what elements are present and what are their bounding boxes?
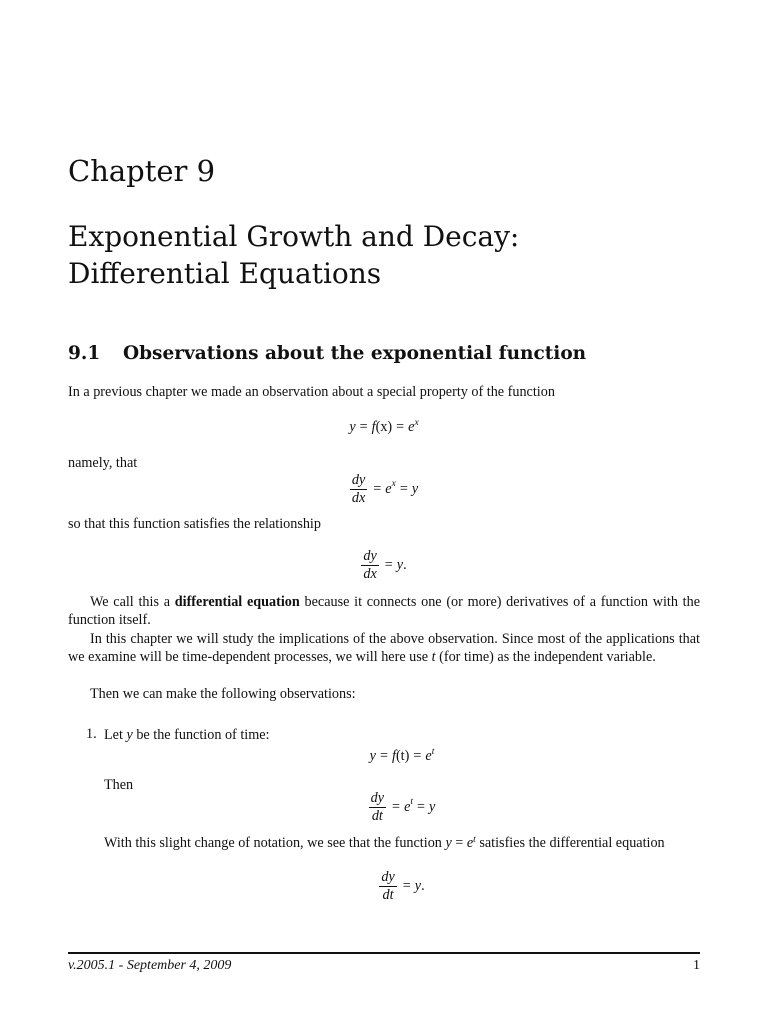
section-number: 9.1	[68, 343, 101, 364]
eq2-numerator: dy	[351, 472, 366, 488]
footer-rule	[68, 952, 700, 954]
eq2-exponent: x	[391, 478, 396, 489]
chapter-title-line-1: Exponential Growth and Decay:	[68, 220, 520, 253]
equation-differential-t: $\frac{dy}{dt}$ = y .	[381, 869, 425, 903]
eq6-fraction: $\frac{dy}{dt}$	[381, 869, 395, 903]
notation-paragraph: With this slight change of notation, we see that the function $y = e^t$ satisfies the differential equation	[104, 835, 665, 851]
eq1-argument: (x)	[375, 419, 393, 435]
eq1-function: f	[371, 419, 376, 435]
eq3-rhs: y	[396, 557, 404, 573]
eq1-exponent: x	[414, 418, 419, 428]
so-that-text: so that this function satisfies the relationship	[68, 516, 321, 532]
list-item-text: Let y be the function of time:	[104, 727, 270, 743]
intro-paragraph: In a previous chapter we made an observation about a special property of the function	[68, 384, 555, 400]
eq1-base: e	[408, 419, 415, 435]
section-heading	[68, 343, 586, 364]
equation-derivative-t: $\frac{dy}{dt}$ = e t = y	[370, 790, 436, 824]
namely-text: namely, that	[68, 455, 138, 471]
variable-t: t	[431, 649, 436, 665]
eq2-rhs: y	[411, 481, 419, 497]
section-title: Observations about the exponential function	[123, 343, 587, 364]
eq2-fraction	[350, 472, 367, 507]
eq1-lhs: y	[349, 419, 356, 435]
paragraph-differential-equation: We call this a differential equation because it connects one (or more) derivatives of a function with the function itself.	[68, 594, 701, 628]
equation-relationship: $\frac{dy}{dx}$ = y .	[363, 548, 407, 582]
chapter-title	[68, 218, 728, 292]
chapter-title-line-2: Differential Equations	[68, 257, 382, 290]
page-number: 1	[693, 958, 700, 973]
paragraph-observations: Then we can make the following observations:	[90, 686, 356, 702]
eq5-fraction: $\frac{dy}{dt}$	[370, 790, 385, 824]
eq2-base: e	[385, 481, 392, 497]
eq3-denominator: dx	[363, 566, 377, 582]
eq3-numerator: dy	[363, 548, 377, 564]
eq2-denominator: dx	[351, 490, 366, 506]
eq3-fraction	[361, 548, 378, 583]
paragraph-implications: In this chapter we will study the implications of the above observation. Since most of the applications that we examine will be time-dependent processes, we will here use t (for time) as the independent variable.	[68, 631, 700, 665]
chapter-label: Chapter 9	[68, 154, 216, 188]
term-differential-equation: differential equation	[174, 594, 300, 610]
list-item-number: 1.	[86, 726, 97, 742]
footer-version: v.2005.1 - September 4, 2009	[68, 958, 232, 973]
then-text: Then	[104, 777, 134, 793]
equation-derivative-x: $\frac{dy}{dx}$ = e x = y	[351, 472, 419, 506]
equation-exponential-t: $y = f(t) = e^t$	[369, 747, 435, 764]
equation-exponential: $y = f(x) = e^x$	[349, 418, 419, 435]
